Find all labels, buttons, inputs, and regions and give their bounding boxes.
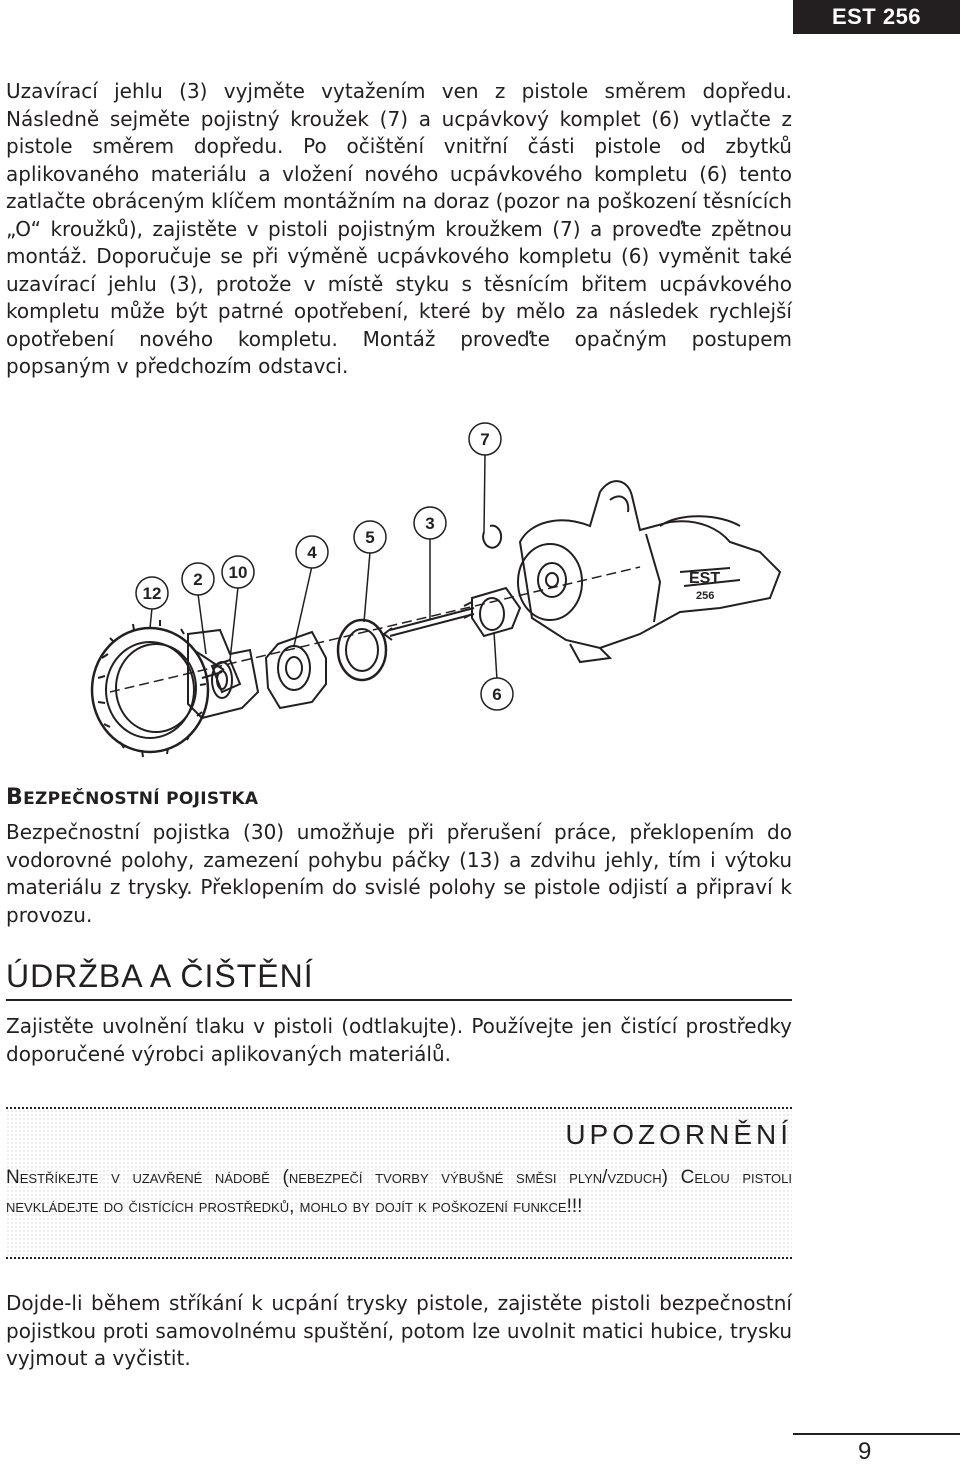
- safety-paragraph: Bezpečnostní pojistka (30) umožňuje při přerušení práce, překlopením do vodorovné polohy, zamezení pohybu páčky (13) a zdvihu jehly, tím i výtoku materiálu z trysky. Překlopením do svislé polohy se pistole odjistí a připraví k provozu.: [6, 820, 792, 927]
- part-3-needle: [384, 608, 474, 640]
- safety-heading-rest: EZPEČNOSTNÍ POJISTKA: [23, 789, 259, 809]
- callout-2: 2: [193, 570, 203, 589]
- part-2-aircap: [188, 630, 258, 718]
- maintenance-paragraph: Zajistěte uvolnění tlaku v pistoli (odtlakujte). Používejte jen čistící prostředky doporučené výrobci aplikovaných materiálů.: [6, 1014, 792, 1066]
- exploded-view-figure: [80, 422, 800, 762]
- safety-heading: [6, 785, 258, 810]
- intro-paragraph: Uzavírací jehlu (3) vyjměte vytažením ven z pistole směrem dopředu. Následně sejměte pojistný kroužek (7) a ucpávkový komplet (6) vytlačte z pistole směrem dopředu. Po očištění vnitřní části pistole od zbytků aplikovaného materiálu a vložení nového ucpávkového kompletu (6) tento zatlačte obráceným klíčem montážním na doraz (pozor na poškození těsnících „O“ kroužků), zajistěte v pistoli pojistným kroužkem (7) a proveďte zpětnou montáž. Doporučuje se při výměně ucpávkového kompletu (6) vyměnit také uzavírací jehlu (3), protože v místě styku s těsnícím břitem ucpávkového kompletu může být patrné opotřebení, které by mělo za následek rychlejší opotřebení nového kompletu. Montáž proveďte opačným postupem popsaným v předchozím odstavci.: [6, 79, 792, 378]
- model-tab: EST 256: [793, 0, 960, 34]
- part-12-nut: [92, 620, 208, 757]
- part-6-packing: [464, 588, 520, 636]
- callout-6: 6: [492, 685, 502, 704]
- page-number: 9: [858, 1438, 872, 1465]
- callout-4: 4: [307, 543, 317, 562]
- closing-paragraph: Dojde-li během stříkání k ucpání trysky pistole, zajistěte pistoli bezpečnostní pojistkou proti samovolnému spuštění, potom lze uvolnit matici hubice, trysku vyjmout a vyčistit.: [6, 1291, 792, 1370]
- warning-box: [6, 1107, 792, 1259]
- callout-12: 12: [142, 584, 162, 603]
- safety-heading-initial: B: [6, 785, 24, 810]
- callout-7: 7: [480, 430, 490, 449]
- callout-10: 10: [228, 563, 248, 582]
- spray-gun-body: [518, 481, 780, 662]
- part-5-washer: [338, 620, 386, 680]
- callout-3: 3: [425, 514, 435, 533]
- gun-logo-text: EST: [689, 570, 721, 587]
- warning-text: Nestříkejte v uzavřené nádobě (nebezpečí tvorby výbušné směsi plyn/vzduch) Celou pistoli nevkládejte do čistících prostředků, mohlo by dojít k poškození funkce!!!: [6, 1167, 792, 1217]
- footer-rule: [793, 1433, 960, 1435]
- gun-model-text: 256: [696, 590, 715, 602]
- callout-5: 5: [365, 528, 375, 547]
- maintenance-heading: ÚDRŽBA A ČIŠTĚNÍ: [6, 958, 792, 1001]
- warning-title: UPOZORNĚNÍ: [565, 1119, 792, 1150]
- part-7-clip: [483, 526, 501, 548]
